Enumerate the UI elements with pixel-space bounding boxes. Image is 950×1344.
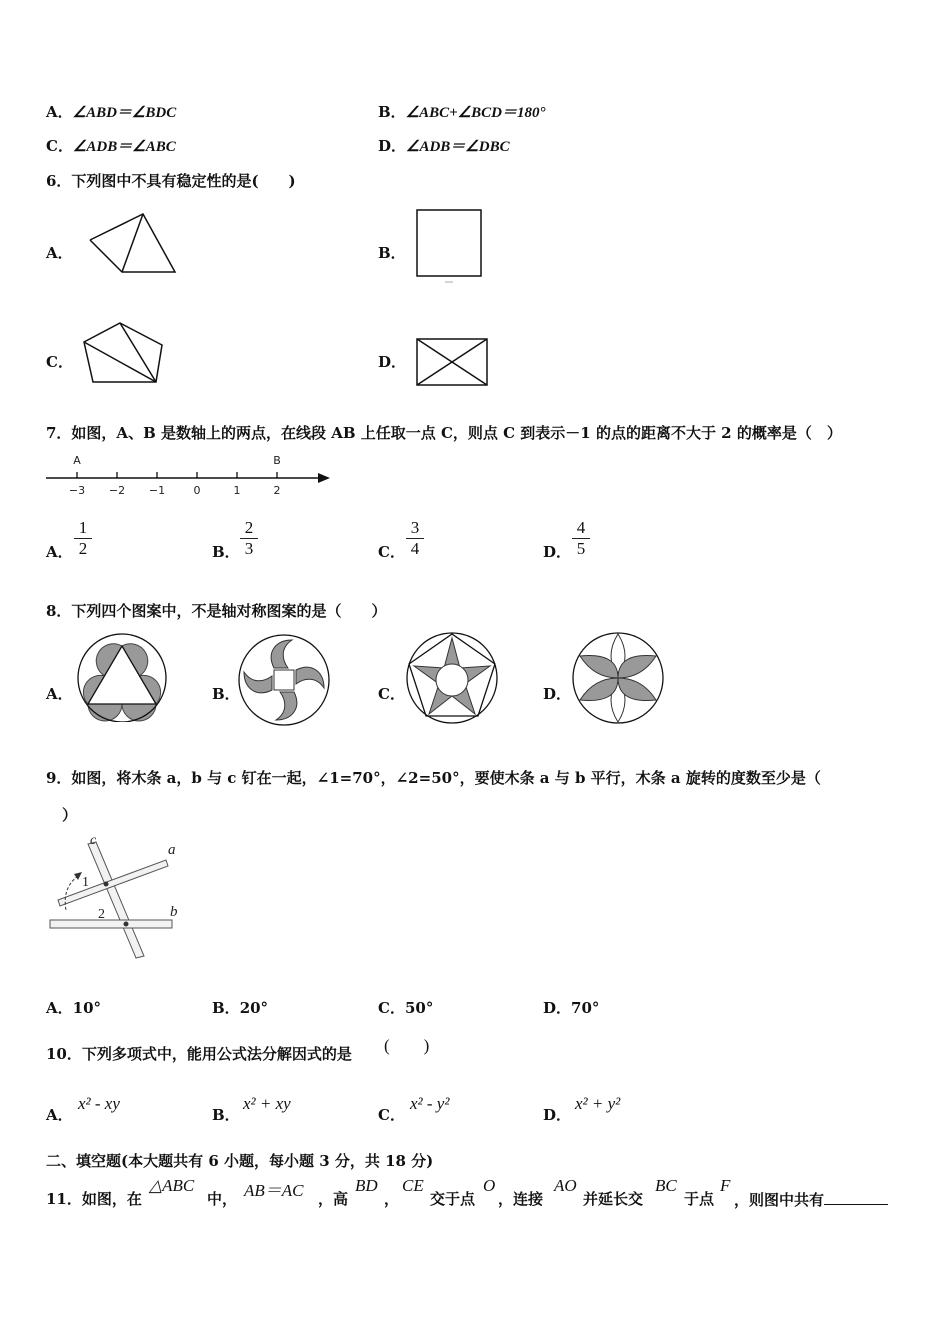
q9-option-c-text: 50° bbox=[404, 999, 434, 1017]
q10-option-b-expr: x² + xy bbox=[243, 1094, 291, 1113]
q7-option-c-fraction bbox=[406, 518, 424, 559]
q8-figure-c-star-pentagon bbox=[402, 630, 502, 724]
q11-text-1: 11．如图，在 bbox=[46, 1190, 142, 1208]
q5-option-c-label: C． bbox=[46, 137, 73, 155]
q5-option-b bbox=[378, 103, 546, 122]
q6-figure-b-square bbox=[412, 206, 488, 286]
q11-math-triangle: △ABC bbox=[149, 1176, 195, 1195]
q6-option-b-label: B． bbox=[378, 244, 406, 262]
q7-option-d-label: D． bbox=[543, 543, 572, 561]
section2-heading: 二、填空题(本大题共有 6 小题，每小题 3 分，共 18 分) bbox=[46, 1152, 434, 1170]
q7-tick-label: −3 bbox=[68, 484, 86, 497]
q7-option-b-fraction bbox=[240, 518, 258, 559]
q6-stem: 6．下列图中不具有稳定性的是( ) bbox=[46, 172, 296, 190]
q9-option-a bbox=[46, 999, 101, 1017]
q10-option-d-expr: x² + y² bbox=[575, 1094, 621, 1113]
q8-figure-a-triangle-arcs bbox=[72, 630, 172, 722]
q11-math-f: F bbox=[720, 1176, 731, 1195]
q5-option-c bbox=[46, 137, 176, 156]
q7-tick-label: 0 bbox=[193, 484, 201, 497]
q10-option-a-label: A． bbox=[46, 1106, 73, 1124]
q9-option-b-text: 20° bbox=[239, 999, 269, 1017]
fraction-denominator: 3 bbox=[244, 539, 254, 558]
q5-option-d-label: D． bbox=[378, 137, 407, 155]
q9-label-angle2: 2 bbox=[98, 907, 105, 922]
q5-option-b-text: ∠ABC+∠BCD＝180° bbox=[405, 105, 546, 121]
q5-option-b-label: B． bbox=[378, 103, 406, 121]
q6-figure-a-triangles bbox=[86, 210, 180, 278]
q8-figure-b-pinwheel bbox=[236, 632, 336, 728]
q11-text-6: ，连接 bbox=[498, 1190, 544, 1208]
q11-answer-blank[interactable] bbox=[824, 1190, 888, 1205]
q6-option-c-label: C． bbox=[46, 353, 73, 371]
q5-option-a-label: A． bbox=[46, 103, 73, 121]
q10-option-b-label: B． bbox=[212, 1106, 240, 1124]
q7-option-a-label: A． bbox=[46, 543, 73, 561]
q10-option-c-label: C． bbox=[378, 1106, 405, 1124]
q6-figure-c-pentagon bbox=[80, 318, 170, 388]
q8-option-a-label: A． bbox=[46, 685, 73, 703]
q7-option-d-fraction bbox=[572, 518, 590, 559]
q9-label-a: a bbox=[168, 842, 176, 858]
fraction-denominator: 2 bbox=[78, 539, 88, 558]
q11-math-o: O bbox=[483, 1176, 496, 1195]
q9-label-c: c bbox=[90, 833, 97, 848]
q5-option-d-text: ∠ADB＝∠DBC bbox=[406, 139, 510, 155]
q5-option-a-text: ∠ABD＝∠BDC bbox=[72, 105, 177, 121]
q9-label-b: b bbox=[170, 904, 178, 920]
q7-tick-label: 1 bbox=[233, 484, 241, 497]
q11-text-4: ， bbox=[384, 1190, 400, 1208]
q9-option-c-label: C． bbox=[378, 999, 405, 1017]
q7-point-b-label: B bbox=[273, 454, 281, 467]
q7-stem: 7．如图，A、B 是数轴上的两点，在线段 AB 上任取一点 C，则点 C 到表示－1 的点的距离不大于 2 的概率是（ ） bbox=[46, 424, 842, 442]
q11-math-equal-sides: AB＝AC bbox=[244, 1181, 304, 1200]
q10-option-a-expr: x² - xy bbox=[78, 1094, 120, 1113]
q9-option-b bbox=[212, 999, 268, 1017]
q11-text-7: 并延长交 bbox=[583, 1190, 644, 1208]
q10-paren: ( ) bbox=[384, 1036, 430, 1055]
q7-number-line bbox=[40, 450, 340, 506]
fraction-denominator: 4 bbox=[410, 539, 420, 558]
q8-option-d-label: D． bbox=[543, 685, 572, 703]
q10-option-c-expr: x² - y² bbox=[410, 1094, 450, 1113]
q11-text-9-content: ，则图中共有 bbox=[734, 1191, 825, 1209]
fraction-numerator: 1 bbox=[74, 518, 92, 539]
q11-text-2: 中， bbox=[207, 1190, 238, 1208]
q9-figure-sticks bbox=[44, 830, 184, 964]
fraction-numerator: 2 bbox=[240, 518, 258, 539]
q10-stem: 10．下列多项式中，能用公式法分解因式的是 bbox=[46, 1045, 352, 1063]
q8-figure-d-flower bbox=[570, 630, 670, 724]
fraction-denominator: 5 bbox=[576, 539, 586, 558]
q7-option-c-label: C． bbox=[378, 543, 405, 561]
q6-figure-d-rectangle-diagonals bbox=[412, 334, 492, 390]
q7-option-b-label: B． bbox=[212, 543, 240, 561]
q11-math-ao: AO bbox=[554, 1176, 577, 1195]
q9-option-d-text: 70° bbox=[571, 999, 600, 1017]
q9-option-b-label: B． bbox=[212, 999, 240, 1017]
q8-option-b-label: B． bbox=[212, 685, 240, 703]
q9-option-c bbox=[378, 999, 433, 1017]
q7-tick-label: −1 bbox=[148, 484, 166, 497]
fraction-numerator: 4 bbox=[572, 518, 590, 539]
fraction-numerator: 3 bbox=[406, 518, 424, 539]
q7-tick-label: −2 bbox=[108, 484, 126, 497]
q10-option-d-label: D． bbox=[543, 1106, 572, 1124]
q9-label-angle1: 1 bbox=[82, 875, 89, 890]
q8-option-c-label: C． bbox=[378, 685, 405, 703]
q6-option-a-label: A． bbox=[46, 244, 73, 262]
q7-option-a-fraction bbox=[74, 518, 92, 559]
q11-text-5: 交于点 bbox=[430, 1190, 476, 1208]
q8-stem: 8．下列四个图案中，不是轴对称图案的是（ ） bbox=[46, 602, 387, 620]
q11-text-3: ，高 bbox=[318, 1190, 349, 1208]
q5-option-a bbox=[46, 103, 176, 122]
q11-math-bc: BC bbox=[655, 1176, 677, 1195]
q11-math-bd: BD bbox=[355, 1176, 378, 1195]
q9-option-d-label: D． bbox=[543, 999, 572, 1017]
q11-text-8: 于点 bbox=[684, 1190, 715, 1208]
q9-option-a-label: A． bbox=[46, 999, 73, 1017]
q9-stem-line2: ） bbox=[62, 806, 78, 824]
q5-option-c-text: ∠ADB＝∠ABC bbox=[72, 139, 176, 155]
q9-option-d bbox=[543, 999, 599, 1017]
q9-stem-line1: 9．如图，将木条 a，b 与 c 钉在一起，∠1=70°，∠2=50°，要使木条 a 与 b 平行，木条 a 旋转的度数至少是（ bbox=[46, 769, 821, 787]
q7-tick-label: 2 bbox=[273, 484, 281, 497]
q6-option-d-label: D． bbox=[378, 353, 407, 371]
q9-option-a-text: 10° bbox=[72, 999, 102, 1017]
q11-text-9 bbox=[734, 1190, 888, 1209]
q11-math-ce: CE bbox=[402, 1176, 424, 1195]
q7-point-a-label: A bbox=[73, 454, 81, 467]
q5-option-d bbox=[378, 137, 510, 156]
